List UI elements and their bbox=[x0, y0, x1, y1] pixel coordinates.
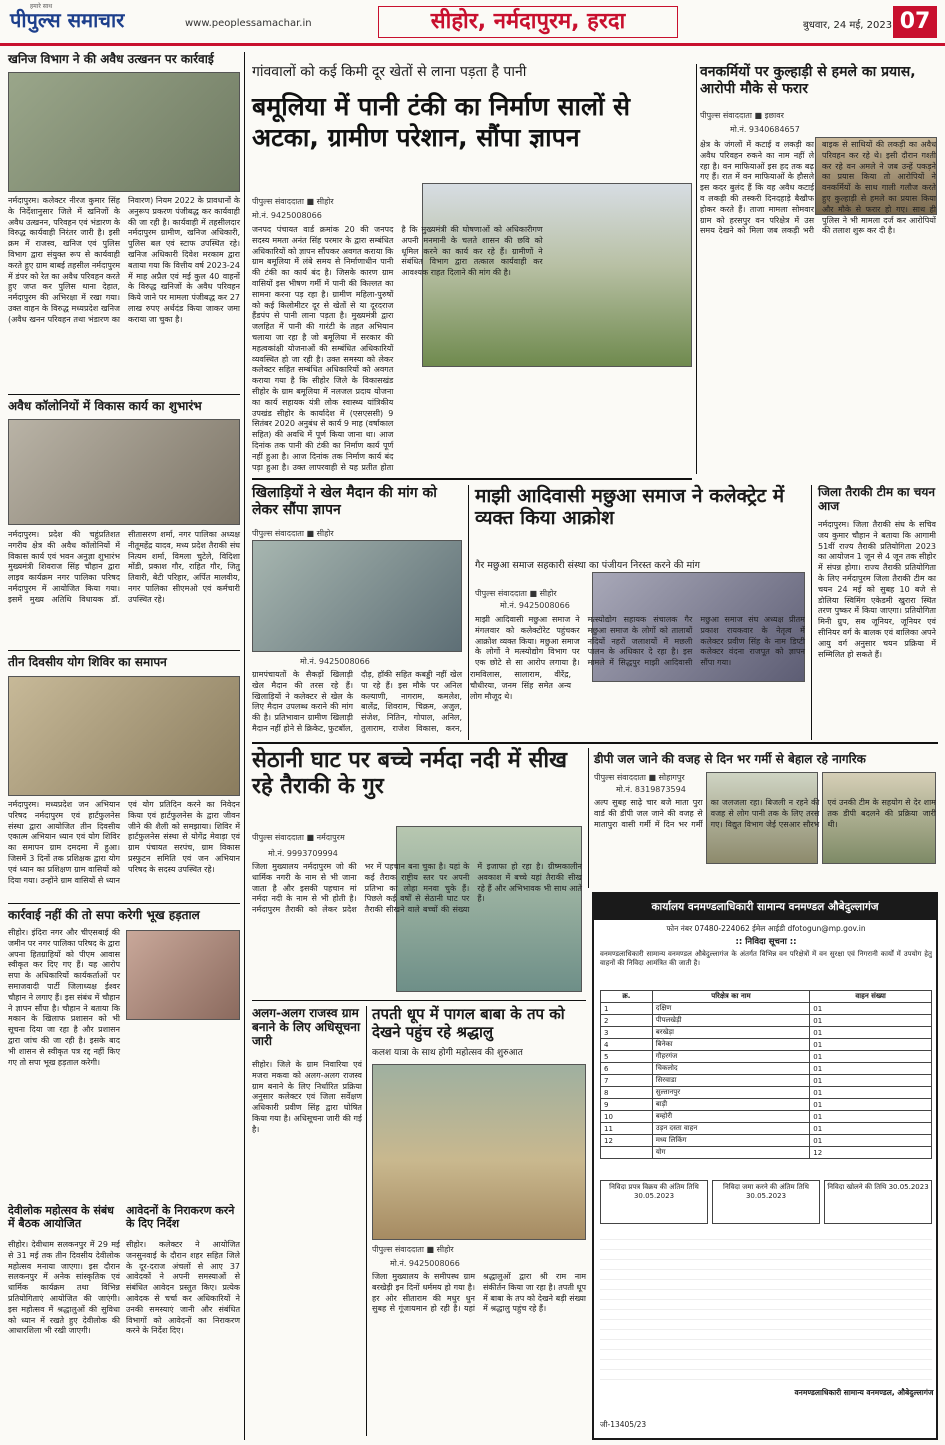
yoga-body: नर्मदापुरम। मध्यप्रदेश जन अभियान परिषद नर्मदापुरम एवं हार्टफुलनेस संस्था द्वारा आयोजित तीन दिवसीय एकात्म अभियान ध्यान एवं योग शिविर का समापन ग्राम दमदमा में हुआ। जिसमें 3 दिनों तक प्रशिक्षक द्वारा योग एवं ध्यान का प्रशिक्षण ग्राम वासियों को दिया गया। उन्होंने ग्राम वासियों से ध्यान एवं योग प्रतिदिन करने का निवेदन किया एवं हार्टफुलनेस के द्वारा जीवन जीने की शैली को समझाया। शिविर में हार्टफुलनेस संस्था से योगेंद्र मेवाड़ा एवं ग्राम पंचायत सरपंच, ग्राम विकास प्रस्फुटन समिति एवं जन अभियान परिषद के सदस्य उपस्थित रहे। bbox=[8, 800, 240, 885]
column-rule bbox=[811, 485, 812, 740]
tender-table-cell: चिकलोद bbox=[652, 1063, 810, 1075]
tender-table-cell: 6 bbox=[601, 1063, 653, 1075]
devilok-body: सीहोर। देवीधाम सलकनपुर में 29 मई से 31 मई तक तीन दिवसीय देवीलोक महोत्सव मनाया जाएगा। इस दौरान सलकनपुर में अनेक सांस्कृतिक एवं धार्मिक कार्यक्रम तथा विभिन्न प्रतियोगिताएं आयोजित की जाएंगी। इस महोत्सव में श्रद्धालुओं की सुविधा को ध्यान में रखते हुए देवीलोक की आधारशिला भी रखी जाएगी। bbox=[8, 1240, 120, 1336]
colonies-photo bbox=[8, 419, 240, 525]
newspaper-logo: पीपुल्स समाचार bbox=[10, 8, 125, 32]
colonies-body: नर्मदापुरम। प्रदेश की चहुंप्रतिशत नगरीय क्षेत्र की अवैध कॉलोनियों में विकास कार्य एवं भवन अनुज्ञा शुभारंभ मुख्यमंत्री शिवराज सिंह चौहान द्वारा लाइव कार्यक्रम नगर पालिका परिषद नर्मदापुरम में आयोजित किया गया। इसमें मुख्य अतिथि विधायक डॉ. सीतासरण शर्मा, नगर पालिका अध्यक्ष नीतूमहेंद्र यादव, मध्य प्रदेश तैराकी संघ नित्यम शर्मा, विमला चुटेले, विदिशा मोंडी, प्रकाश गौर, राहित गौर, जितु तिवारी, बेटी परिहार, अर्पित मालवीय, नगर पालिका सीएमओ एवं कर्मचारी उपस्थित रहे। bbox=[8, 530, 240, 604]
fisher-headline: माझी आदिवासी मछुआ समाज ने कलेक्ट्रेट में व्यक्त किया आक्रोश bbox=[475, 485, 785, 530]
tender-title: कार्यालय वनमण्डलाधिकारी सामान्य वनमण्डल औबेदुल्लागंज bbox=[594, 894, 936, 920]
mining-headline: खनिज विभाग ने की अवैध उत्खनन पर कार्रवाई bbox=[8, 52, 214, 66]
tender-table-cell: 01 bbox=[810, 1051, 932, 1063]
ghat-mobile: मो.नं. 9993709994 bbox=[268, 849, 338, 858]
ghat-body: जिला मुख्यालय नर्मदापुरम जो की धार्मिक नगरी के नाम से भी जाना जाता है और इसकी पहचान मां नर्मदा नदी के नाम से भी होती है। नर्मदापुरम तैराकी को लेकर प्रदेश भर में पहचान बना चुका है। यहां के कई तैराक राष्ट्रीय स्तर पर अपनी प्रतिभा का लोहा मनवा चुके हैं। पिछले कई वर्षों से सेठानी घाट पर तैराकी सीखने वाले बच्चों की संख्या में इजाफा हो रहा है। ग्रीष्मकालीन अवकाश में बच्चे यहां तैराकी सीख रहे हैं और अभिभावक भी साथ आते हैं। bbox=[252, 862, 582, 915]
tender-signature: वनमण्डलाधिकारी सामान्य वनमण्डल, औबेदुल्लागंज bbox=[794, 1388, 934, 1397]
dp-body: अल्प सुबह साढ़े चार बजे माता पुरा वार्ड की डीपी जल जाने की वजह से मातापुरा वासी गर्मी में दिन भर गर्मी का जलजला रहा। बिजली न रहने की वजह से लोग पानी तक के लिए तरस गए। विद्युत विभाग जेई एसआर सौरभ एवं उनकी टीम के सहयोग से देर शाम तक डीपी बदलने की प्रक्रिया जारी थी। bbox=[594, 798, 936, 829]
tender-table-cell: 8 bbox=[601, 1087, 653, 1099]
tender-table-cell: सुल्तानपुर bbox=[652, 1087, 810, 1099]
hearing-headline: आवेदनों के निराकरण करने के दिए निर्देश bbox=[126, 1204, 235, 1230]
tender-table-cell: 5 bbox=[601, 1051, 653, 1063]
tender-table-header: परिक्षेत्र का नाम bbox=[652, 991, 810, 1003]
tender-table-row bbox=[601, 1075, 932, 1087]
website-url[interactable]: www.peoplessamachar.in bbox=[185, 18, 312, 29]
tender-table-header: क्र. bbox=[601, 991, 653, 1003]
tender-table-cell: बिनेका bbox=[652, 1039, 810, 1051]
tender-table-cell: बाड़ी bbox=[652, 1099, 810, 1111]
hearing-body: सीहोर। कलेक्टर ने आयोजित जनसुनवाई के दौरान शहर सहित जिले के दूर-दराज अंचलों से आए 37 आवेदकों ने अपनी समस्याओं से संबंधित आवेदन प्रस्तुत किए। प्रत्येक आवेदक से चर्चा कर अधिकारियों ने उनकी समस्याएं जानी और संबंधित विभागों को आवेदनों का निराकरण करने के निर्देश दिए। bbox=[126, 1240, 240, 1336]
tender-contact: फोन नंबर 07480-224062 ईमेल आईडी dfotogun@mp.gov.in bbox=[666, 924, 866, 933]
tender-table-cell: 01 bbox=[810, 1003, 932, 1015]
tender-table-cell: 9 bbox=[601, 1099, 653, 1111]
swimteam-headline: जिला तैराकी टीम का चयन आज bbox=[818, 485, 936, 514]
tender-table-row bbox=[601, 1123, 932, 1135]
players-mobile: मो.नं. 9425008066 bbox=[300, 657, 370, 666]
tender-table-cell: 01 bbox=[810, 1039, 932, 1051]
lead-body: जनपद पंचायत वार्ड क्रमांक 20 की जनपद सदस्य ममता अनंत सिंह परमार के द्वारा सम्बंधित अधिकारियों को ज्ञापन सौंपकर अवगत कराया कि ग्राम बमूलिया में लंबे समय से निर्माणाधीन पानी की टंकी का कार्य बंद है। जिसके कारण ग्राम वासियों इस भीषण गर्मी में पानी की किल्लत का सामना करना पड़ रहा है। ग्रामीण महिला-पुरुषों को कई किलोमीटर दूर से खेतों से या दूरदराज हैंडपंप से पानी लाना पड़ता है। मुख्यमंत्री द्वारा जलहित में पानी की गारंटी के तहत अभियान चलाया जा रहा है जो बमूलिया में सरकार की महत्वकांक्षी योजनाओं की सम्बंधित अधिकारियों व्यवस्थित हो जा रही है। उक्त समस्या को लेकर कलेक्टर सहित सम्बंधित अधिकारियों को अवगत कराया गया है कि सीहोर जिले के विकासखंड सीहोर के ग्राम बमूलिया में नलजल प्रदाय योजना का कार्य सहायक यंत्री लोक स्वास्थ्य यांत्रिकीय उपखंड सीहोर के कार्यादेश में (एसएससी) 9 सितंबर 2020 अनुबंध से कार्य 9 माह (वर्षाकाल सहित) की अवधि में पूर्ण किया जाना था। आज दिनांक तक पानी की टंकी का निर्माण कार्य पूर्ण नहीं हुआ है। आज दिनांक तक निर्माण कार्य बंद पड़ा हुआ है। उक्त लापरवाही से यह प्रतीत होता है कि मुख्यमंत्री की घोषणाओं को अधिकारीगण अपनी मनमानी के चलते शासन की छवि को धूमिल करने का कार्य कर रहे हैं। ग्रामीणों ने संबंधित विभाग द्वारा तत्काल कार्यवाही कर आवश्यक राहत दिलाने की मांग की है। bbox=[252, 225, 543, 472]
tender-table-cell: 01 bbox=[810, 1123, 932, 1135]
colonies-headline: अवैध कॉलोनियों में विकास कार्य का शुभारंभ bbox=[8, 399, 202, 413]
page-number: 07 bbox=[893, 6, 937, 38]
tender-table-cell: 12 bbox=[601, 1135, 653, 1147]
revenue-headline: अलग-अलग राजस्व ग्राम बनाने के लिए अधिसूचना जारी bbox=[252, 1006, 361, 1049]
baba-deck: कलश यात्रा के साथ होगी महोत्सव की शुरुआत bbox=[372, 1048, 523, 1058]
tender-table-cell: उड़न दस्ता वाहन bbox=[652, 1123, 810, 1135]
baba-byline: पीपुल्स संवाददाता ■ सीहोर bbox=[372, 1245, 454, 1254]
players-body: ग्रामपंचायतों के सैकड़ों खिलाड़ी खेल मैदान की तरस रहे हैं। खिलाड़ियों ने कलेक्टर से खेल के लिए मैदान उपलब्ध कराने की मांग की है। प्रतिभावान ग्रामीण खिलाड़ी मैदान नहीं होने से क्रिकेट, फुटबॉल, दौड़, हॉकी सहित कबड्डी नहीं खेल पा रहे हैं। इस मौके पर अनिल कल्याणी, नागराम, कमलेश, बालेंद्र, शिवराम, चिक्रम, अजुल, संजेश, नितिन, गोपाल, अनिल, तुलाराम, राजेश विकास, करन, रामविलास, सालाराम, वीरेंद्र, चौधीरया, जनम सिंह समेत अन्य लोग मौजूद थे। bbox=[252, 670, 571, 733]
forest-headline: वनकर्मियों पर कुल्हाड़ी से हमले का प्रयास, आरोपी मौके से फरार bbox=[700, 64, 916, 97]
tender-table-cell: 01 bbox=[810, 1027, 932, 1039]
lead-kicker: गांववालों को कई किमी दूर खेतों से लाना पड़ता है पानी bbox=[252, 64, 527, 80]
players-photo bbox=[252, 540, 462, 652]
dp-byline: पीपुल्स संवाददाता ■ सोहागपुर bbox=[594, 773, 685, 782]
tender-table-cell: योग bbox=[652, 1147, 810, 1159]
fisher-body: माझी आदिवासी मछुआ समाज ने मंगलवार को कलेक्टोरेट पहुंचकर आक्रोश व्यक्त किया। मछुआ समाज के लोगों ने मत्स्योद्योग विभाग पर एक छोटे से सा आरोप लगाया है। मत्स्योद्योग सहायक संचालक गैर मछुआ समाज के लोगों को तालाबों नदियों नहरों जलाशयों में मछली पालन के अधिकार दे रहा है। इस मामले में सिद्धपुर माझी आदिवासी मछुआ समाज संघ अध्यक्ष प्रीतम प्रकाश रायकवार के नेतृत्व में कलेक्टर प्रवीण सिंह के नाम डिप्टी कलेक्टर वंदना राजपूत को ज्ञापन सौंपा गया। bbox=[475, 615, 805, 668]
edition-date: बुधवार, 24 मई, 2023 bbox=[803, 20, 893, 31]
tagline: हमारे साथ bbox=[30, 3, 53, 10]
baba-photo bbox=[372, 1064, 586, 1240]
sp-photo bbox=[126, 930, 240, 1020]
tender-table-cell: 11 bbox=[601, 1123, 653, 1135]
tender-dates bbox=[600, 1180, 932, 1224]
fisher-mobile: मो.नं. 9425008066 bbox=[500, 601, 570, 610]
tender-table-cell: 12 bbox=[810, 1147, 932, 1159]
tender-table-cell: 01 bbox=[810, 1075, 932, 1087]
lead-byline: पीपुल्स संवाददाता ■ सीहोर bbox=[252, 197, 334, 206]
tender-subtitle: :: निविदा सूचना :: bbox=[735, 937, 797, 947]
tender-table-row bbox=[601, 1003, 932, 1015]
mining-photo bbox=[8, 72, 240, 192]
tender-table-cell: 10 bbox=[601, 1111, 653, 1123]
column-rule bbox=[696, 64, 697, 474]
tender-intro: वनमण्डलाधिकारी सामान्य वनमण्डल औबेदुल्लागंज के अंतर्गत विभिन्न वन परिक्षेत्रों में वन सुरक्षा एवं निगरानी कार्यों में उपयोग हेतु वाहनों की निविदा आमंत्रित की जाती है। bbox=[600, 950, 932, 968]
fisher-deck: गैर मछुआ समाज सहकारी संस्था का पंजीयन निरस्त करने की मांग bbox=[475, 560, 700, 571]
lead-headline: बमूलिया में पानी टंकी का निर्माण सालों से अटका, ग्रामीण परेशान, सौंपा ज्ञापन bbox=[252, 92, 631, 152]
sp-body: सीहोर। इंदिरा नगर और चीएसबाई की जमीन पर नगर पालिका परिषद के द्वारा अपना हितग्राहियों को पीएम आवास स्वीकृत कर दिए गए हैं। यह आरोप सपा के अधिकारियों कार्यकर्ताओं पर समाजवादी पार्टी जिलाध्यक्ष ईश्वर चौहान ने लगाए हैं। इस संबंध में चौहान ने ज्ञापन सौंपा है। चौहान ने बताया कि मकान के खिलाफ प्रशासन को भी सूचना दिया जा रहा है और प्रशासन द्वारा जांच की जा रही है। इसके बाद भी शासन से स्वीकृत पत्र रद्द नहीं किए गए तो सपा भूख हड़ताल करेगी। bbox=[8, 928, 120, 1067]
baba-mobile: मो.नं. 9425008066 bbox=[390, 1259, 460, 1268]
divider bbox=[252, 742, 938, 744]
sp-headline: कार्रवाई नहीं की तो सपा करेगी भूख हड़ताल bbox=[8, 908, 200, 922]
tender-table-row bbox=[601, 1111, 932, 1123]
tender-date-box: निविदा प्रपत्र विक्रय की अंतिम तिथि 30.05.2023 bbox=[600, 1180, 708, 1224]
divider bbox=[8, 903, 240, 904]
tender-table-row bbox=[601, 1063, 932, 1075]
revenue-body: सीहोर। जिले के ग्राम निवारिया एवं मजरा मकवा को अलग-अलग राजस्व ग्राम बनाने के लिए निर्धारित प्रक्रिया अनुसार कलेक्टर एवं जिला सर्वेक्षण अधिकारी प्रवीण सिंह द्वारा घोषित किया गया है। अधिसूचना जारी की गई है। bbox=[252, 1060, 362, 1134]
tender-date-box: निविदा खोलने की तिथि 30.05.2023 bbox=[824, 1180, 932, 1224]
dp-headline: डीपी जल जाने की वजह से दिन भर गर्मी से बेहाल रहे नागरिक bbox=[594, 752, 866, 766]
tender-notice bbox=[592, 892, 938, 1440]
tender-table-row bbox=[601, 1051, 932, 1063]
tender-table-header: वाहन संख्या bbox=[810, 991, 932, 1003]
players-headline: खिलाड़ियों ने खेल मैदान की मांग को लेकर सौंपा ज्ञापन bbox=[252, 485, 437, 518]
column-rule bbox=[468, 485, 469, 740]
tender-table-row bbox=[601, 1027, 932, 1039]
lead-mobile: मो.नं. 9425008066 bbox=[252, 211, 322, 220]
tender-table-row bbox=[601, 1147, 932, 1159]
tender-table-cell: 3 bbox=[601, 1027, 653, 1039]
tender-table-cell: 7 bbox=[601, 1075, 653, 1087]
masthead bbox=[0, 0, 945, 46]
column-rule bbox=[244, 52, 245, 1440]
divider bbox=[252, 1000, 586, 1001]
divider bbox=[8, 650, 240, 651]
tender-table-cell: सिरवाडा bbox=[652, 1075, 810, 1087]
divider bbox=[8, 394, 240, 395]
tender-date-box: निविदा जमा करने की अंतिम तिथि 30.05.2023 bbox=[712, 1180, 820, 1224]
forest-mobile: मो.नं. 9340684657 bbox=[730, 125, 800, 134]
tender-table-row bbox=[601, 1135, 932, 1147]
tender-table-cell: 01 bbox=[810, 1063, 932, 1075]
tender-table-row bbox=[601, 1099, 932, 1111]
tender-table-cell: पीपलखेड़ी bbox=[652, 1015, 810, 1027]
tender-terms bbox=[600, 1230, 932, 1380]
fisher-byline: पीपुल्स संवाददाता ■ सीहोर bbox=[475, 589, 557, 598]
tender-table-row bbox=[601, 1015, 932, 1027]
tender-table-cell: 01 bbox=[810, 1015, 932, 1027]
tender-table-cell: 1 bbox=[601, 1003, 653, 1015]
tender-table-row bbox=[601, 1039, 932, 1051]
tender-table-cell: 01 bbox=[810, 1087, 932, 1099]
column-rule bbox=[588, 748, 589, 888]
tender-table-cell: मध्य लिकिंग bbox=[652, 1135, 810, 1147]
tender-table-cell: 2 bbox=[601, 1015, 653, 1027]
baba-headline: तपती धूप में पागल बाबा के तप को देखने पहुंच रहे श्रद्धालु bbox=[372, 1005, 565, 1041]
yoga-photo bbox=[8, 676, 240, 796]
ghat-headline: सेठानी घाट पर बच्चे नर्मदा नदी में सीख रहे तैराकी के गुर bbox=[252, 748, 568, 799]
players-byline: पीपुल्स संवाददाता ■ सीहोर bbox=[252, 529, 334, 538]
yoga-headline: तीन दिवसीय योग शिविर का समापन bbox=[8, 655, 167, 669]
tender-table-cell: 01 bbox=[810, 1111, 932, 1123]
forest-byline: पीपुल्स संवाददाता ■ इछावर bbox=[700, 111, 784, 120]
forest-body: क्षेत्र के जंगलों में कटाई व लकड़ी का अवैध परिवहन रुकने का नाम नहीं ले रहा है। वन माफियाओं इस हद तक बढ़ गए हैं। रात में वन माफियाओं के हौसले इस कदर बुलंद हैं कि वह अवैध कटाई व लकड़ी की तस्करी दिनदहाड़े बैखौफ होकर करते हैं। ताजा मामला सोमवार ग्राम को हरसपुर वन परिक्षेत्र में उस समय देखने को मिला जब लकड़ी भरी बाइक से साथियों की लकड़ी का अवैध परिवहन कर रहे थे। इसी दौरान गश्ती कर रहे वन अमले ने जब उन्हें पकड़ने का प्रयास किया तो आरोपियों ने वनकर्मियों के साथ गाली गलौज करते हुए कुल्हाड़ी से हमले का प्रयास किया और मौके से फरार हो गए। साथ ही पुलिस ने भी मामला दर्ज कर आरोपियों की तलाश शुरू कर दी है। bbox=[700, 140, 936, 236]
divider bbox=[252, 478, 692, 480]
tender-table-cell: 01 bbox=[810, 1099, 932, 1111]
baba-body: जिला मुख्यालय के समीपस्थ ग्राम बरखेड़ी इन दिनों धर्ममय हो गया है। हर ओर सीताराम की मधुर धुन सुबह से गूंजायमान हो रही है। यहां श्रद्धालुओं द्वारा श्री राम नाम संकीर्तन किया जा रहा है। तपती धूप में बाबा के तप को देखने बड़ी संख्या में श्रद्धालु पहुंच रहे हैं। bbox=[372, 1272, 586, 1314]
tender-table bbox=[600, 990, 932, 1159]
dp-mobile: मो.नं. 8319873594 bbox=[616, 785, 686, 794]
tender-code: जी-13405/23 bbox=[600, 1420, 647, 1429]
devilok-headline: देवीलोक महोत्सव के संबंध में बैठक आयोजित bbox=[8, 1204, 114, 1230]
tender-table-cell bbox=[601, 1147, 653, 1159]
tender-table-cell: 01 bbox=[810, 1135, 932, 1147]
column-rule bbox=[366, 1006, 367, 1436]
swimteam-body: नर्मदापुरम। जिला तैराकी संघ के सचिव जय कुमार चौहान ने बताया कि आगामी 51वीं राज्य तैराकी प्रतियोगिता 2023 का आयोजन 1 जून से 4 जून तक सीहोर में संपन्न होगा। राज्य तैराकी प्रतियोगिता के लिए नर्मदापुरम जिला तैराकी टीम का चयन 24 मई को सुबह 10 बजे से डोलिया स्विमिंग एकेडमी खुरारा स्थित तरण पुष्कर में किया जाएगा। प्रतियोगिता मिनी ग्रुप, सब जूनियर, जूनियर एवं सीनियर वर्ग के बालक एवं बालिका अपने आयु वर्ग अनुसार चयन प्रक्रिया में सम्मिलित हो सकते हैं। bbox=[818, 520, 936, 659]
tender-table-cell: 4 bbox=[601, 1039, 653, 1051]
tender-table-cell: दक्षिण bbox=[652, 1003, 810, 1015]
tender-table-row bbox=[601, 1087, 932, 1099]
tender-table-cell: बरखेड़ा bbox=[652, 1027, 810, 1039]
ghat-byline: पीपुल्स संवाददाता ■ नर्मदापुरम bbox=[252, 833, 345, 842]
region-title: सीहोर, नर्मदापुरम, हरदा bbox=[378, 6, 678, 38]
tender-table-cell: बम्होरी bbox=[652, 1111, 810, 1123]
tender-table-cell: गौहरगंज bbox=[652, 1051, 810, 1063]
mining-body: नर्मदापुरम। कलेक्टर नीरज कुमार सिंह के निर्देशानुसार जिले में खनिजों के अवैध उत्खनन, परिवहन एवं भंडारण के विरुद्ध कार्यवाही निरंतर जारी है। इसी क्रम में राजस्व, खनिज एवं पुलिस विभाग द्वारा संयुक्त रूप से कार्यवाही करते हुए ग्राम बाबई तहसील नर्मदापुरम में डंपर को रेत का अवैध परिवहन करते हुए जप्त कर पुलिस थाना देहात, नर्मदापुरम की अभिरक्षा में रखा गया। उक्त वाहन के विरुद्ध मध्यप्रदेश खनिज (अवैध खनन परिवहन तथा भंडारण का निवारण) नियम 2022 के प्रावधानों के अनुरूप प्रकरण पंजीबद्ध कर कार्यवाही की जा रही है। कार्यवाही में तहसीलदार नर्मदापुरम ग्रामीण, खनिज अधिकारी, पुलिस बल एवं स्टाफ उपस्थित रहे। खनिज अधिकारी दिवेश मरकाम द्वारा बताया गया कि वित्तीय वर्ष 2023-24 में माह अप्रैल एवं मई कुल 40 वाहनों के विरुद्ध खनिजों के अवैध परिवहन किये जाने पर मामला पंजीबद्ध कर 27 लाख रुपए अर्थदंड किया जाकर जमा कराया जा चुका है। bbox=[8, 196, 240, 324]
